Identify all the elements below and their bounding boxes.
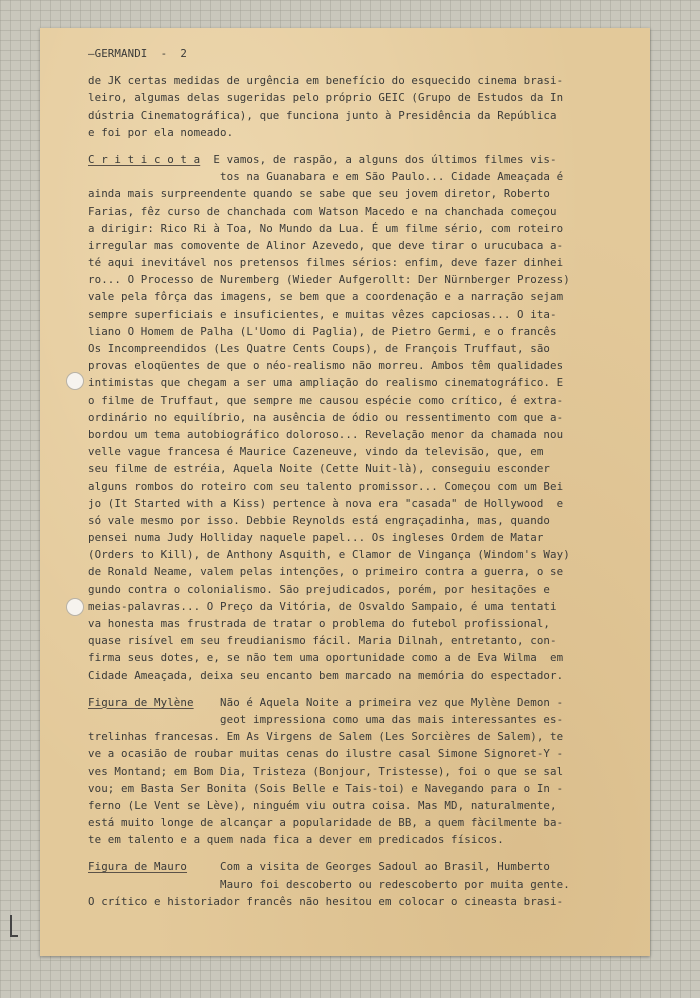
- text-line: Mauro foi descoberto ou redescoberto por muita gente.: [88, 877, 570, 891]
- criticota-section: [88, 151, 638, 684]
- text-line: de Ronald Neame, valem pelas intenções, o primeiro contra a guerra, o se: [88, 565, 564, 579]
- text-line: só vale mesmo por isso. Debbie Reynolds está engraçadinha, mas, quando: [88, 513, 551, 527]
- typewritten-text: [88, 45, 638, 910]
- text-line: seu filme de estréia, Aquela Noite (Cette Nuit-là), conseguiu esconder: [88, 462, 551, 476]
- text-line: de JK certas medidas de urgência em benefício do esquecido cinema brasi-: [88, 74, 564, 88]
- text-line: sempre superficiais e insuficientes, e muitas vêzes capciosas... O ita-: [88, 307, 557, 321]
- text-line: trelinhas francesas. Em As Virgens de Salem (Les Sorcières de Salem), te: [88, 730, 564, 744]
- text-line: irregular mas comovente de Alinor Azevedo, que deve tirar o urucubaca a-: [88, 238, 564, 252]
- text-line: dústria Cinematográfica), que funciona junto à Presidência da República: [88, 108, 557, 122]
- figura-mylene-section: [88, 694, 638, 849]
- text-line: vou; em Basta Ser Bonita (Sois Belle e Tais-toi) e Navegando para o In -: [88, 781, 564, 795]
- document-page: [40, 28, 650, 956]
- text-line: provas eloqüentes de que o néo-realismo não morreu. Ambos têm qualidades: [88, 359, 564, 373]
- text-line: bordou um tema autobiográfico doloroso... Revelação menor da chamada nou: [88, 427, 564, 441]
- text-line: e foi por ela nomeado.: [88, 125, 234, 139]
- text-line: ferno (Le Vent se Lève), ninguém viu outra coisa. Mas MD, naturalmente,: [88, 798, 557, 812]
- section-heading-mauro: Figura de Mauro: [88, 860, 188, 874]
- text-line: ordinário no equilíbrio, na ausência de ódio ou ressentimento com que a-: [88, 410, 564, 424]
- figura-mauro-section: [88, 858, 638, 910]
- text-line: quase risível em seu freudianismo fácil. Maria Dilnah, entretanto, con-: [88, 634, 557, 648]
- intro-paragraph: [88, 72, 638, 141]
- text-line: tos na Guanabara e em São Paulo... Cidade Ameaçada é: [88, 170, 564, 184]
- punch-hole-top: [66, 372, 84, 390]
- text-line: (Orders to Kill), de Anthony Asquith, e Clamor de Vingança (Windom's Way): [88, 548, 570, 562]
- text-line: o filme de Truffaut, que sempre me causou espécie como crítico, é extra-: [88, 393, 564, 407]
- text-line: alguns rombos do roteiro com seu talento promissor... Começou com um Bei: [88, 479, 564, 493]
- text-line: firma seus dotes, e, se não tem uma oportunidade como a de Eva Wilma em: [88, 651, 564, 665]
- text-line: Os Incompreendidos (Les Quatre Cents Coups), de François Truffaut, são: [88, 342, 551, 355]
- text-line: ro... O Processo de Nuremberg (Wieder Aufgerollt: Der Nürnberger Prozess): [88, 273, 570, 287]
- text-line: jo (It Started with a Kiss) pertence à nova era "casada" de Hollywood e: [88, 496, 564, 510]
- text-line: ve a ocasião de roubar muitas cenas do ilustre casal Simone Signoret-Y -: [88, 747, 564, 761]
- text-line: Não é Aquela Noite a primeira vez que Mylène Demon -: [193, 695, 564, 709]
- text-line: O crítico e historiador francês não hesitou em colocar o cineasta brasi-: [88, 894, 564, 908]
- text-line: a dirigir: Rico Ri à Toa, No Mundo da Lua. É um filme sério, com roteiro: [88, 221, 564, 235]
- text-line: E vamos, de raspão, a alguns dos últimos filmes vis-: [200, 152, 557, 166]
- text-line: vale pela fôrça das imagens, se bem que a coordenação e a narração sejam: [88, 290, 564, 304]
- margin-bracket-mark: [10, 915, 18, 937]
- text-line: está muito longe de alcançar a popularidade de BB, a quem fàcilmente ba-: [88, 816, 564, 830]
- text-line: gundo contra o colonialismo. São prejudicados, porém, por hesitações e: [88, 582, 551, 596]
- text-line: meias-palavras... O Preço da Vitória, de Osvaldo Sampaio, é uma tentati: [88, 599, 557, 613]
- text-line: ves Montand; em Bom Dia, Tristeza (Bonjour, Tristesse), foi o que se sal: [88, 764, 564, 778]
- text-line: geot impressiona como uma das mais interessantes es-: [88, 712, 564, 726]
- text-line: intimistas que chegam a ser uma ampliação do realismo cinematográfico. E: [88, 376, 564, 390]
- page-header: —GERMANDI - 2: [88, 47, 188, 60]
- section-heading-mylene: Figura de Mylène: [88, 695, 194, 709]
- text-line: Farias, fêz curso de chanchada com Watson Macedo e na chanchada começou: [88, 204, 557, 218]
- section-heading-criticota: C r i t i c o t a: [88, 152, 201, 166]
- punch-hole-bottom: [66, 598, 84, 616]
- text-line: té aqui inevitável nos pretensos filmes sérios: enfim, deve fazer dinhei: [88, 256, 564, 270]
- text-line: Com a visita de Georges Sadoul ao Brasil, Humberto: [187, 860, 551, 874]
- text-line: liano O Homem de Palha (L'Uomo di Paglia), de Pietro Germi, e o francês: [88, 324, 557, 338]
- text-line: ainda mais surpreendente quando se sabe que seu jovem diretor, Roberto: [88, 187, 551, 201]
- text-line: velle vague francesa é Maurice Cazeneuve, vindo da televisão, que, em: [88, 445, 544, 459]
- text-line: Cidade Ameaçada, deixa seu encanto bem marcado na memória do espectador.: [88, 668, 564, 682]
- text-line: va honesta mas frustrada de tratar o problema do futebol profissional,: [88, 617, 551, 630]
- text-line: pensei numa Judy Holliday naquele papel... Os ingleses Ordem de Matar: [88, 531, 544, 545]
- text-line: te em talento e a quem nada fica a dever em predicados físicos.: [88, 833, 504, 847]
- text-line: leiro, algumas delas sugeridas pelo próprio GEIC (Grupo de Estudos da In: [88, 91, 564, 105]
